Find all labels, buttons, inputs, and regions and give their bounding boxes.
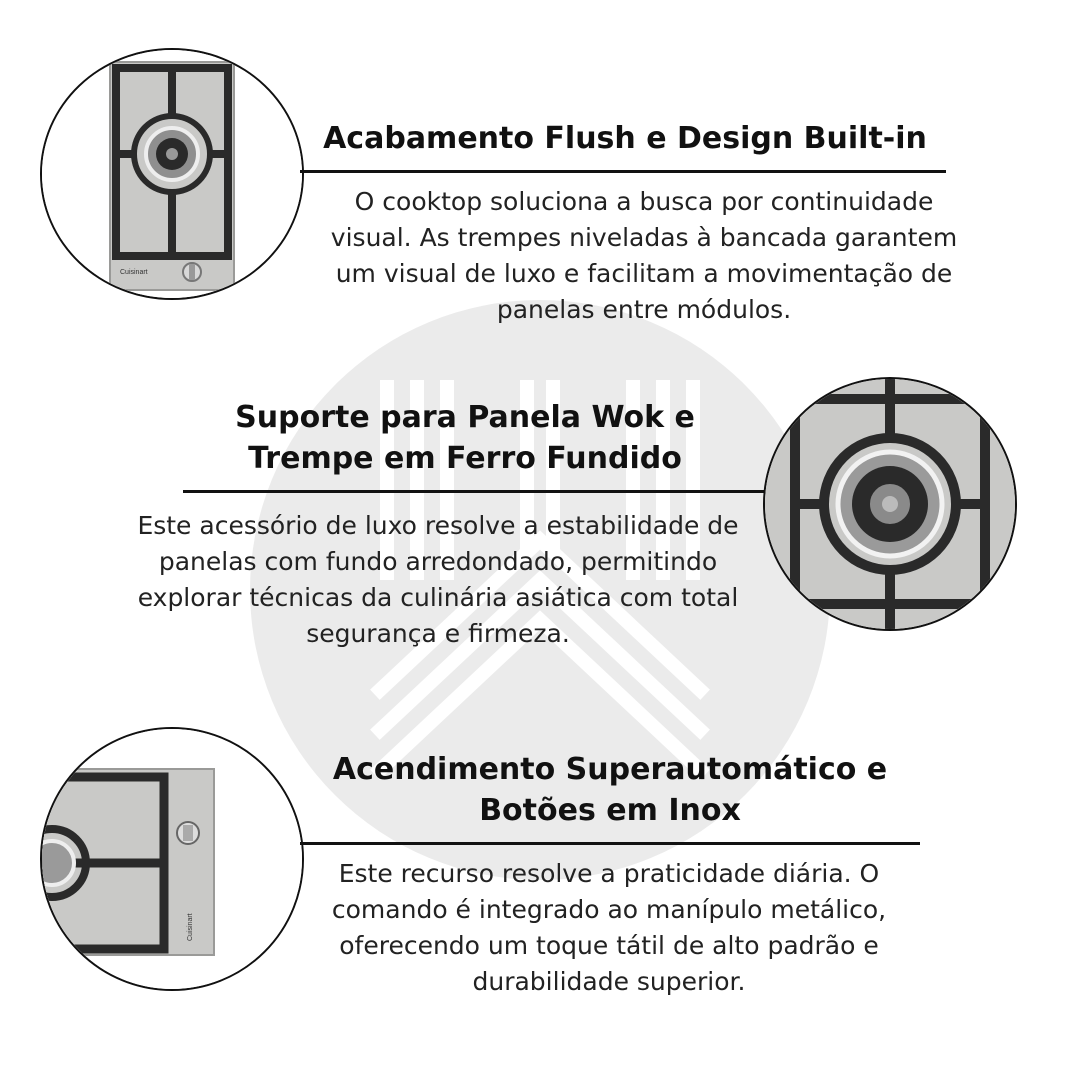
section-3-title-line-1: Acendimento Superautomático e [332, 752, 888, 787]
section-3-divider [300, 842, 920, 845]
section-3-title-line-2: Botões em Inox [479, 793, 741, 829]
section-1-divider [300, 170, 946, 173]
section-2-title-line-1: Suporte para Panela Wok e [235, 400, 695, 435]
wok-support-burner-photo [763, 377, 1017, 631]
section-2-title-line-2: Trempe em Ferro Fundido [248, 441, 682, 477]
brand-label: Cuisinart [187, 913, 194, 941]
section-1-description: O cooktop soluciona a busca por continuidade visual. As trempes niveladas à bancada garantem um visual de luxo e facilitam a movimentação de panelas entre módulos. [330, 187, 958, 324]
section-2-title [160, 397, 770, 480]
brand-label: Cuisinart [120, 269, 148, 276]
section-3-description: Este recurso resolve a praticidade diária. O comando é integrado ao manípulo metálico, oferecendo um toque tátil de alto padrão e durabilidade superior. [331, 859, 887, 996]
section-2-divider [183, 490, 765, 493]
section-2-description: Este acessório de luxo resolve a estabilidade de panelas com fundo arredondado, permitindo explorar técnicas da culinária asiática com total segurança e firmeza. [137, 511, 739, 648]
section-3-title [320, 749, 900, 832]
section-1-title: Acabamento Flush e Design Built-in [323, 121, 927, 156]
knob-control-photo [40, 727, 304, 991]
cooktop-top-view-photo [40, 48, 304, 300]
